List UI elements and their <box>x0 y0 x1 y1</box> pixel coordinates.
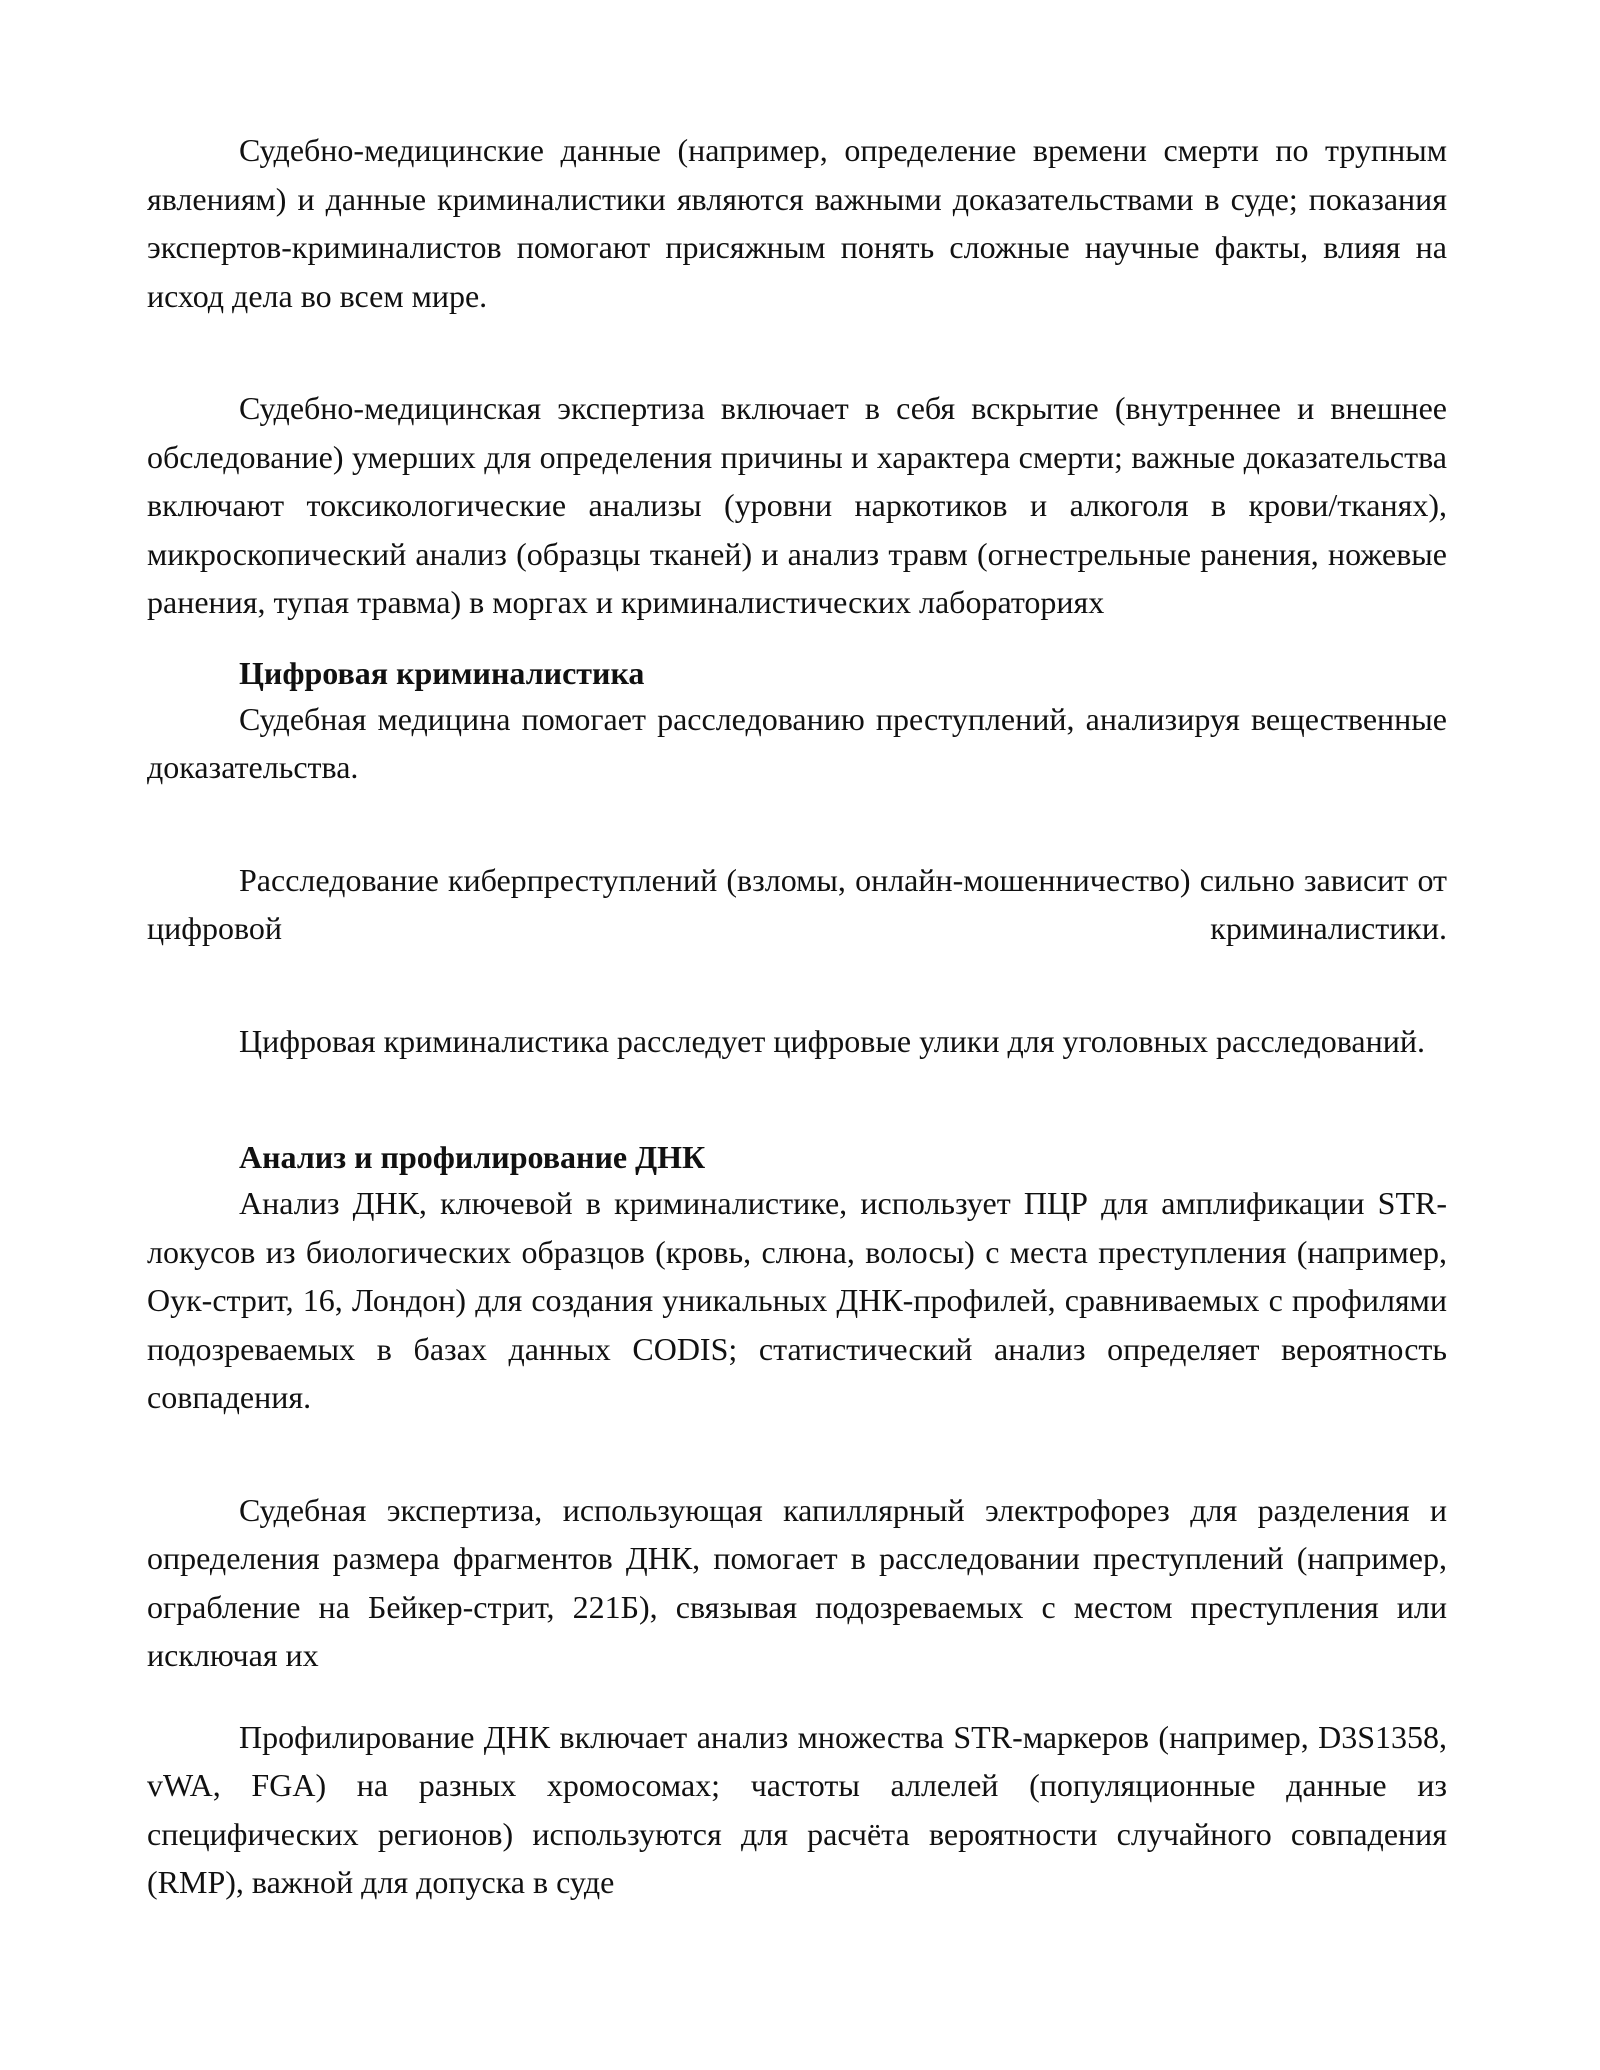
heading-digital-forensics: Цифровая криминалистика <box>239 654 645 691</box>
paragraph-forensic-autopsy: Судебно-медицинская экспертиза включает в себя вскрытие (внутреннее и внешнее обследование) умерших для определения причины и характера смерти; важные доказательства включают токсикологические анализы (уровни наркотиков и алкоголя в крови/тканях), микроскопический анализ (образцы тканей) и анализ травм (огнестрельные ранения, ножевые ранения, тупая травма) в моргах и криминалистических лабораториях <box>147 390 1447 620</box>
paragraph-str-markers-rmp: Профилирование ДНК включает анализ множества STR-маркеров (например, D3S1358, vWA, FGA) на разных хромосомах; частоты аллелей (популяционные данные из специфических регионов) используются для расчёта вероятности случайного совпадения (RMP), важной для допуска в суде <box>147 1718 1447 1900</box>
document-page <box>147 126 1447 1907</box>
paragraph-cybercrime-investigation: Расследование киберпреступлений (взломы, онлайн-мошенничество) сильно зависит от цифровой криминалистики. <box>147 861 1447 946</box>
paragraph-forensic-evidence-court: Судебно-медицинские данные (например, определение времени смерти по трупным явлениям) и данные криминалистики являются важными доказательствами в суде; показания экспертов-криминалистов помогают присяжным понять сложные научные факты, влияя на исход дела во всем мире. <box>147 132 1447 314</box>
paragraph-forensic-medicine-helps: Судебная медицина помогает расследованию преступлений, анализируя вещественные доказательства. <box>147 700 1447 785</box>
paragraph-digital-evidence: Цифровая криминалистика расследует цифровые улики для уголовных расследований. <box>239 1022 1425 1059</box>
paragraph-capillary-electrophoresis: Судебная экспертиза, использующая капиллярный электрофорез для разделения и определения размера фрагментов ДНК, помогает в расследовании преступлений (например, ограбление на Бейкер-стрит, 221Б), связывая подозреваемых с местом преступления или исключая их <box>147 1491 1447 1673</box>
paragraph-dna-pcr-codis: Анализ ДНК, ключевой в криминалистике, использует ПЦР для амплификации STR-локусов из биологических образцов (кровь, слюна, волосы) с места преступления (например, Оук-стрит, 16, Лондон) для создания уникальных ДНК-профилей, сравниваемых с профилями подозреваемых в базах данных CODIS; статистический анализ определяет вероятность совпадения. <box>147 1185 1447 1415</box>
heading-dna-analysis: Анализ и профилирование ДНК <box>239 1139 706 1175</box>
